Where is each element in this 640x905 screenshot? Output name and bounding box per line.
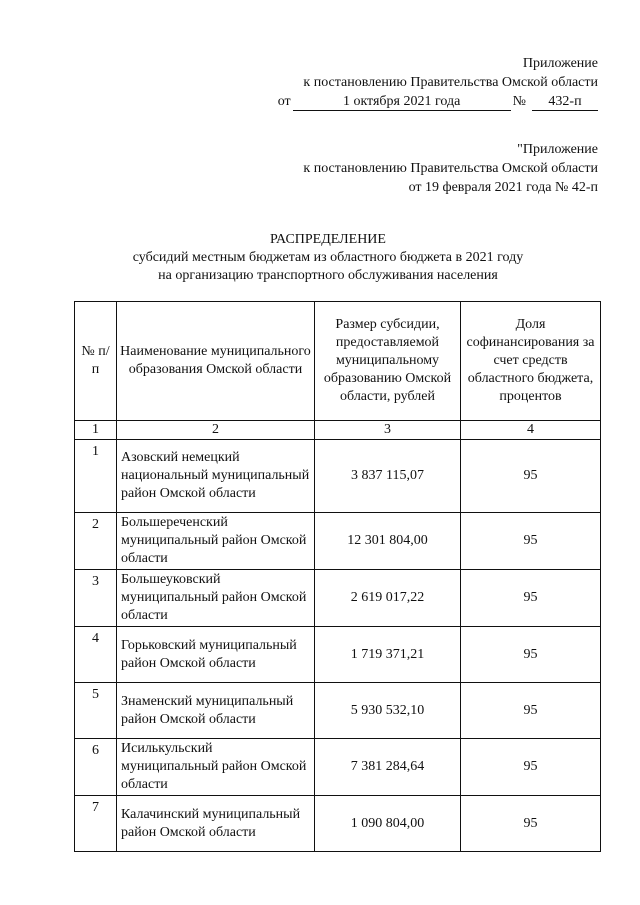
municipality-name: Большереченский муниципальный район Омской области: [117, 513, 315, 570]
cofinancing-share: 95: [461, 683, 601, 739]
title-subheading: субсидий местным бюджетам из областного бюджета в 2021 году: [132, 250, 524, 265]
municipality-name: Исилькульский муниципальный район Омской области: [117, 739, 315, 796]
table-row: [75, 627, 601, 683]
cofinancing-share: 95: [461, 570, 601, 627]
date-prefix: от: [277, 94, 291, 109]
title-subheading-2: на организацию транспортного обслуживания населения: [158, 268, 498, 283]
resolution-number: 432-п: [532, 94, 598, 111]
title-heading: РАСПРЕДЕЛЕНИЕ: [270, 232, 386, 247]
column-numbers-row: [75, 421, 601, 440]
column-header-share: Доля софинансирования за счет средств областного бюджета, процентов: [461, 302, 601, 421]
row-number: 3: [75, 570, 117, 627]
column-number: 2: [117, 421, 315, 440]
row-number: 1: [75, 440, 117, 513]
column-number: 1: [75, 421, 117, 440]
table-row: [75, 570, 601, 627]
row-number: 2: [75, 513, 117, 570]
number-prefix: №: [512, 94, 526, 109]
quoted-resolution-reference: к постановлению Правительства Омской области: [303, 161, 598, 176]
table-row: [75, 739, 601, 796]
subsidy-amount: 12 301 804,00: [315, 513, 461, 570]
cofinancing-share: 95: [461, 627, 601, 683]
column-number: 4: [461, 421, 601, 440]
municipality-name: Знаменский муниципальный район Омской области: [117, 683, 315, 739]
column-header-amount: Размер субсидии, предоставляемой муниципальному образованию Омской области, рублей: [315, 302, 461, 421]
table-row: [75, 796, 601, 852]
table-row: [75, 513, 601, 570]
quoted-appendix-label: "Приложение: [517, 142, 598, 157]
cofinancing-share: 95: [461, 513, 601, 570]
row-number: 5: [75, 683, 117, 739]
municipality-name: Большеуковский муниципальный район Омской области: [117, 570, 315, 627]
subsidy-amount: 1 090 804,00: [315, 796, 461, 852]
quoted-appendix-header: [303, 140, 598, 197]
column-header-name: Наименование муниципального образования Омской области: [117, 302, 315, 421]
table-row: [75, 683, 601, 739]
document-title: [0, 231, 640, 285]
subsidy-amount: 7 381 284,64: [315, 739, 461, 796]
distribution-table: [74, 301, 601, 852]
subsidy-amount: 2 619 017,22: [315, 570, 461, 627]
subsidy-amount: 5 930 532,10: [315, 683, 461, 739]
table-header-row: [75, 302, 601, 421]
cofinancing-share: 95: [461, 440, 601, 513]
municipality-name: Калачинский муниципальный район Омской области: [117, 796, 315, 852]
cofinancing-share: 95: [461, 739, 601, 796]
subsidy-amount: 3 837 115,07: [315, 440, 461, 513]
resolution-date: 1 октября 2021 года: [293, 94, 511, 111]
row-number: 7: [75, 796, 117, 852]
municipality-name: Горьковский муниципальный район Омской области: [117, 627, 315, 683]
appendix-label: Приложение: [522, 56, 598, 71]
date-number-line: [278, 92, 598, 111]
subsidy-amount: 1 719 371,21: [315, 627, 461, 683]
table-row: [75, 440, 601, 513]
quoted-resolution-date: от 19 февраля 2021 года № 42-п: [408, 180, 598, 195]
resolution-reference: к постановлению Правительства Омской области: [303, 75, 598, 90]
column-header-number: № п/п: [75, 302, 117, 421]
row-number: 4: [75, 627, 117, 683]
cofinancing-share: 95: [461, 796, 601, 852]
row-number: 6: [75, 739, 117, 796]
column-number: 3: [315, 421, 461, 440]
municipality-name: Азовский немецкий национальный муниципальный район Омской области: [117, 440, 315, 513]
appendix-header: [278, 54, 598, 111]
